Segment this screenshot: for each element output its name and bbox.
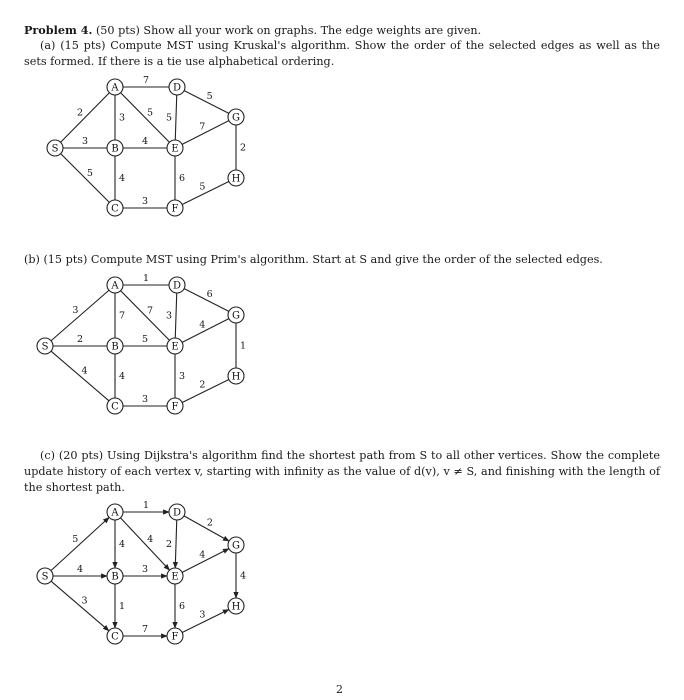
edge-weight-A-E: 4: [147, 534, 154, 546]
node-label-A: A: [111, 280, 119, 292]
edge-weight-F-H: 3: [199, 609, 206, 621]
edge-weight-C-F: 7: [141, 624, 149, 635]
part-c-text: (c) (20 pts) Using Dijkstra's algorithm find the shortest path from S to all other vertices. Show the complete update history of each vertex v, starting with infinity as the value of d(v), v ≠ S, and finishing with the length of the shortest path.: [24, 449, 660, 494]
edge-weight-S-C: 4: [81, 365, 88, 377]
edge-weight-A-D: 1: [142, 273, 150, 284]
edge-E-G: [182, 549, 229, 573]
edge-weight-A-E: 5: [146, 107, 154, 119]
edge-D-E: [175, 520, 177, 568]
edge-weight-S-B: 4: [76, 564, 84, 575]
edge-weight-B-E: 4: [141, 136, 149, 147]
edge-weight-B-C: 4: [118, 173, 126, 184]
problem-points: (50 pts): [95, 24, 140, 37]
edge-weight-A-D: 1: [142, 500, 150, 511]
edge-weight-C-F: 3: [141, 394, 149, 405]
problem-intro: Show all your work on graphs. The edge weights are given.: [143, 24, 482, 37]
node-label-G: G: [232, 540, 240, 552]
edge-weight-A-D: 7: [142, 75, 150, 86]
edge-weight-E-F: 6: [178, 173, 186, 184]
edge-weight-E-G: 7: [199, 121, 206, 133]
node-label-D: D: [172, 82, 182, 94]
node-label-S: S: [41, 341, 49, 353]
node-label-H: H: [231, 371, 241, 383]
edge-weight-E-G: 4: [199, 319, 206, 331]
node-label-H: H: [231, 173, 241, 185]
node-label-F: F: [171, 401, 179, 413]
edge-weight-G-H: 4: [239, 570, 247, 582]
edge-weight-D-G: 5: [206, 90, 213, 102]
part-a-text: (a) (15 pts) Compute MST using Kruskal's algorithm. Show the order of the selected edges as well as the sets formed. If there is a tie use alphabetical ordering.: [24, 39, 660, 68]
edge-weight-B-C: 1: [118, 601, 126, 612]
node-label-C: C: [111, 401, 119, 413]
node-label-F: F: [171, 203, 179, 215]
edge-weight-D-E: 5: [165, 112, 173, 124]
edge-weight-S-C: 5: [86, 168, 93, 180]
node-label-E: E: [171, 341, 179, 353]
node-label-H: H: [231, 601, 241, 613]
edge-S-A: [51, 517, 109, 570]
node-label-G: G: [232, 112, 240, 124]
node-label-B: B: [111, 143, 119, 155]
edge-weight-S-A: 5: [72, 533, 79, 545]
page-number: 2: [336, 683, 343, 696]
edge-weight-B-E: 3: [141, 564, 149, 575]
node-label-D: D: [172, 280, 182, 292]
edge-weight-S-A: 2: [76, 107, 84, 119]
node-label-C: C: [111, 631, 119, 643]
edge-weight-S-A: 3: [72, 305, 79, 317]
node-label-A: A: [111, 82, 119, 94]
edge-F-H: [182, 610, 229, 633]
edge-weight-F-H: 5: [199, 181, 206, 193]
edge-weight-B-E: 5: [141, 334, 149, 345]
node-label-C: C: [111, 203, 119, 215]
edge-weight-E-G: 4: [199, 549, 206, 561]
edge-A-E: [120, 518, 169, 570]
node-label-S: S: [51, 143, 59, 155]
edge-weight-E-F: 6: [178, 601, 186, 612]
edge-weight-G-H: 1: [239, 340, 247, 352]
node-label-G: G: [232, 310, 240, 322]
node-label-E: E: [171, 571, 179, 583]
edge-weight-A-B: 3: [118, 112, 126, 124]
edge-weight-C-F: 3: [141, 196, 149, 207]
node-label-F: F: [171, 631, 179, 643]
edge-weight-S-B: 3: [81, 136, 89, 147]
edge-weight-D-E: 2: [165, 538, 173, 550]
edge-weight-A-B: 7: [118, 310, 126, 322]
node-label-B: B: [111, 571, 119, 583]
edge-weight-A-B: 4: [118, 539, 126, 550]
part-b-text: (b) (15 pts) Compute MST using Prim's algorithm. Start at S and give the order of the selected edges.: [24, 253, 603, 266]
edge-weight-D-G: 6: [206, 288, 213, 300]
edge-weight-E-F: 3: [178, 371, 186, 382]
edge-weight-B-C: 4: [118, 371, 126, 382]
edge-weight-D-G: 2: [206, 517, 213, 529]
edge-weight-A-E: 7: [146, 305, 154, 317]
node-label-B: B: [111, 341, 119, 353]
node-label-A: A: [111, 507, 119, 519]
edge-weight-D-E: 3: [165, 310, 173, 322]
edge-weight-S-B: 2: [76, 334, 84, 345]
node-label-D: D: [172, 507, 182, 519]
edge-weight-S-C: 3: [81, 595, 88, 607]
edge-weight-F-H: 2: [199, 379, 206, 391]
node-label-S: S: [41, 571, 49, 583]
edge-S-C: [51, 581, 109, 631]
node-label-E: E: [171, 143, 179, 155]
edge-weight-G-H: 2: [239, 142, 247, 154]
problem-label: Problem 4.: [24, 23, 93, 37]
